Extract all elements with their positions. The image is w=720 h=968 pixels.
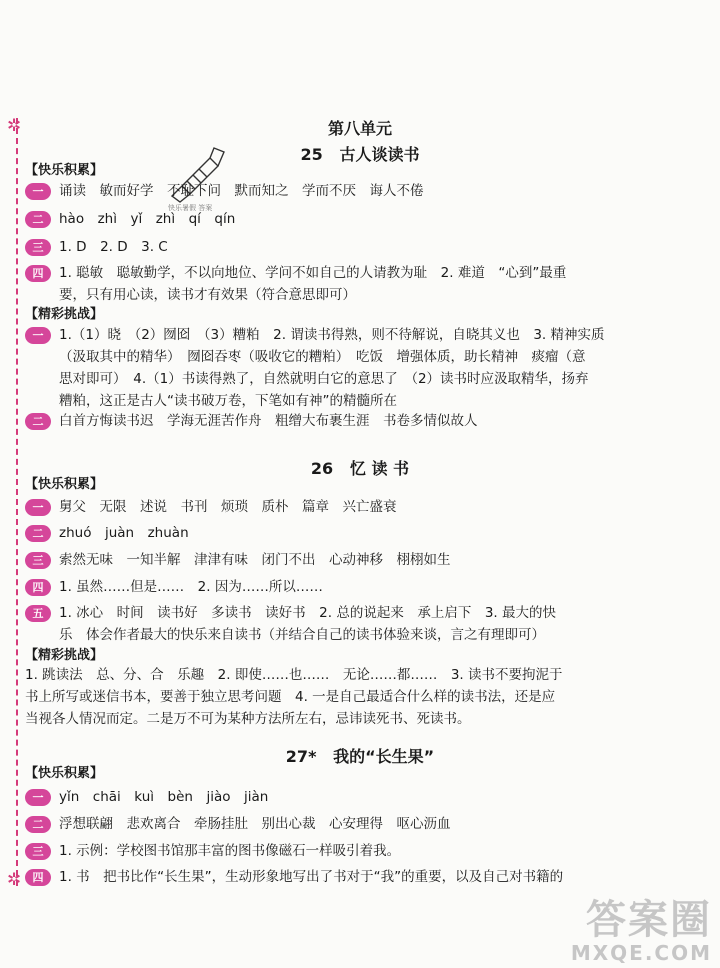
number-badge: 三	[25, 843, 51, 860]
number-badge: 一	[25, 789, 51, 806]
answer-continuation: 思对即可） 4.（1）书读得熟了，自然就明白它的意思了 （2）读书时应汲取精华，扬弃	[59, 371, 589, 387]
number-badge: 一	[25, 327, 51, 344]
number-badge: 三	[25, 552, 51, 569]
lesson-title-26	[0, 456, 720, 479]
number-badge: 二	[25, 816, 51, 833]
answer-line: 当视各人情况而定。二是万不可为某种方法所左右，忌讳读死书、死读书。	[25, 711, 471, 727]
number-badge: 四	[25, 265, 51, 282]
section-challenge: 【精彩挑战】	[25, 648, 104, 663]
section-challenge: 【精彩挑战】	[25, 307, 104, 322]
answer-row: 三 索然无味 一知半解 津津有味 闭门不出 心动神移 栩栩如生	[25, 549, 451, 571]
answer-row: 四 1. 聪敏 聪敏勤学，不以向地位、学问不如自己的人请教为耻 2. 难道 “心到”最重	[25, 262, 566, 284]
lesson-number: 25	[300, 145, 323, 164]
flower-icon: ✲	[7, 116, 22, 136]
number-badge: 二	[25, 413, 51, 430]
answer-row: 四 1. 虽然……但是…… 2. 因为……所以……	[25, 576, 323, 598]
watermark-url: MXQE.COM	[570, 941, 712, 965]
number-badge: 四	[25, 579, 51, 596]
number-badge: 一	[25, 499, 51, 516]
watermark-main: 答案圈	[586, 897, 712, 943]
answer-row: 一 1.（1）晓 （2）囫囵 （3）糟粕 2. 谓读书得熟，则不待解说，自晓其义也 3. 精神实质	[25, 324, 605, 346]
answer-continuation: （汲取其中的精华） 囫囵吞枣（吸收它的糟粕） 吃饭 增强体质，助长精神 痰瘤（意	[59, 349, 586, 365]
section-happy: 【快乐积累】	[25, 163, 104, 178]
answer-row: 三 1. 示例：学校图书馆那丰富的图书像磁石一样吸引着我。	[25, 840, 400, 862]
watermark	[571, 898, 712, 964]
stamp-text: 快乐暑假 答案	[168, 204, 213, 212]
answer-row: 二 zhuó juàn zhuàn	[25, 522, 189, 544]
number-badge: 一	[25, 183, 51, 200]
answer-row: 一 yǐn chāi kuì bèn jiào jiàn	[25, 786, 268, 808]
answer-continuation: 要，只有用心读，读书才有效果（符合意思即可）	[59, 287, 356, 303]
number-badge: 四	[25, 869, 51, 886]
answer-row: 四 1. 书 把书比作“长生果”，生动形象地写出了书对于“我”的重要，以及自己对书籍的	[25, 866, 563, 888]
answer-continuation: 乐 体会作者最大的快乐来自读书（并结合自己的读书体验来谈，言之有理即可）	[59, 627, 545, 643]
section-happy: 【快乐积累】	[25, 766, 104, 781]
answer-row: 二 白首方悔读书迟 学海无涯苦作舟 粗缯大布裹生涯 书卷多情似故人	[25, 410, 478, 432]
lesson-number: 27*	[285, 747, 317, 766]
answer-line: 书上所写或迷信书本，要善于独立思考问题 4. 一是自己最适合什么样的读书法，还是应	[25, 689, 556, 705]
answer-row: 二 hào zhì yǐ zhì qí qín	[25, 208, 235, 230]
section-happy: 【快乐积累】	[25, 477, 104, 492]
lesson-name: 古人谈读书	[339, 145, 420, 164]
answer-row: 一 诵读 敏而好学 不耻下问 默而知之 学而不厌 诲人不倦	[25, 180, 424, 202]
answer-row: 一 舅父 无限 述说 书刊 烦琐 质朴 篇章 兴亡盛衰	[25, 496, 397, 518]
number-badge: 二	[25, 525, 51, 542]
lesson-name: 忆 读 书	[349, 459, 410, 478]
lesson-title-27	[0, 744, 720, 767]
answer-row: 五 1. 冰心 时间 读书好 多读书 读好书 2. 总的说起来 承上启下 3. 最大的快	[25, 602, 556, 624]
lesson-title-25	[0, 142, 720, 165]
number-badge: 三	[25, 239, 51, 256]
flower-icon: ✲	[7, 870, 22, 890]
answer-row: 二 浮想联翩 悲欢离合 牵肠挂肚 别出心裁 心安理得 呕心沥血	[25, 813, 451, 835]
number-badge: 五	[25, 605, 51, 622]
number-badge: 二	[25, 211, 51, 228]
lesson-number: 26	[310, 459, 334, 478]
margin-dashed-line	[16, 118, 18, 886]
answer-row: 三 1. D 2. D 3. C	[25, 236, 168, 258]
lesson-name: 我的“长生果”	[333, 747, 435, 766]
unit-title: 第八单元	[327, 119, 392, 138]
answer-continuation: 糟粕，这正是古人“读书破万卷，下笔如有神”的精髓所在	[59, 393, 397, 409]
answer-line: 1. 跳读法 总、分、合 乐趣 2. 即使……也…… 无论……都…… 3. 读书不要拘泥于	[25, 667, 563, 683]
